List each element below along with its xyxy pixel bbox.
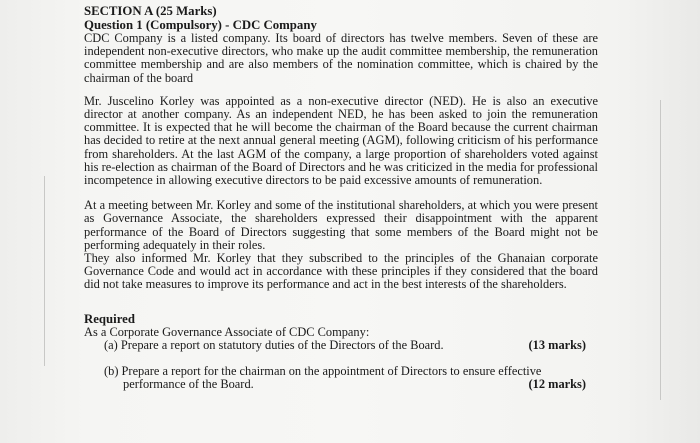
right-margin-rule [660,100,661,400]
required-item-b-text-line1: (b) Prepare a report for the chairman on the appointment of Directors to ensure effective [104,364,542,379]
section-title: SECTION A (25 Marks) [84,4,217,18]
required-item-b-marks: (12 marks) [528,377,586,392]
required-title: Required [84,311,135,326]
left-margin-rule [44,176,45,366]
required-item-b-text-line2: performance of the Board. [123,377,254,392]
required-item-b [84,365,598,391]
question-title: Question 1 (Compulsory) - CDC Company [84,18,317,32]
required-intro: As a Corporate Governance Associate of CDC Company: [84,324,370,339]
required-item-a-marks: (13 marks) [528,337,586,352]
paragraph-company-intro: CDC Company is a listed company. Its board of directors has twelve members. Seven of these are independent non-executive directors, who make up the audit committee membership, the remuneration committee membership and are also members of the nomination committee, which is chaired by the chairman of the board [84,31,598,85]
paragraph-governance-code: They also informed Mr. Korley that they subscribed to the principles of the Ghanaian corporate Governance Code and would act in accordance with these principles if they considered that the board did not take measures to improve its performance and act in the best interests of the shareholders. [84,251,598,292]
exam-page [84,4,598,391]
required-item-a-text: (a) Prepare a report on statutory duties of the Directors of the Board. [104,337,444,352]
paragraph-korley-appointment: Mr. Juscelino Korley was appointed as a non-executive director (NED). He is also an executive director at another company. As an independent NED, he has been asked to join the remuneration committee. It is expected that he will become the chairman of the Board because the current chairman has decided to retire at the next annual general meeting (AGM), following criticism of his performance from shareholders. At the last AGM of the company, a large proportion of shareholders voted against his re-election as chairman of the Board of Directors and he was criticized in the media for professional incompetence in allowing executive directors to be paid excessive amounts of remuneration. [84,93,598,188]
required-item-a [84,339,598,352]
paragraph-shareholder-meeting: At a meeting between Mr. Korley and some of the institutional shareholders, at which you were present as Governance Associate, the shareholders expressed their disappointment with the apparent performance of the Board of Directors suggesting that some members of the Board might not be performing adequately in their roles. [84,198,598,252]
